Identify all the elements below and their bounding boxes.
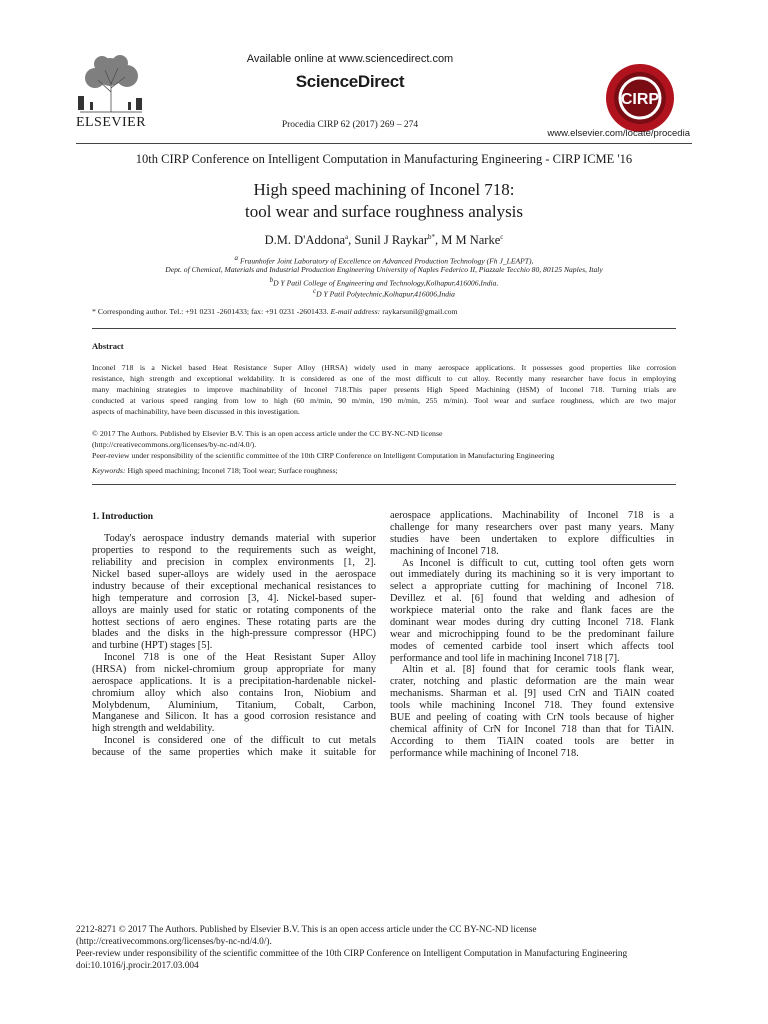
- footer-doi[interactable]: doi:10.1016/j.procir.2017.03.004: [76, 961, 199, 971]
- header-divider: [76, 143, 692, 144]
- body-line: As Inconel is difficult to cut, cutting tool often gets worn: [402, 558, 674, 569]
- abstract-line: resistance, high strength and exceptional weldability. It is considered as one of the most difficult to cut alloy. Recently many researcher have focus in employing: [92, 374, 676, 383]
- abstract-line: conducted at various speed ranging from low to high (60 m/min, 90 m/min, 190 m/min, 255 m/min). Tool wear and surface roughness, which are two major: [92, 396, 676, 405]
- body-line: properties to respond to the requirements such as weight,: [92, 545, 376, 556]
- affiliation-marker: a: [234, 254, 239, 262]
- corresponding-author: [92, 307, 692, 316]
- keywords: [92, 466, 338, 475]
- body-line: Today's aerospace industry demands material with superior: [104, 533, 376, 544]
- body-line: (HRSA) from nickel-chromium group appropriate for many: [92, 664, 376, 675]
- body-line: Altin et al. [8] found that for ceramic tools flank wear,: [402, 664, 674, 675]
- body-line: challenge for many researchers over past many years. Many: [390, 522, 674, 533]
- abstract-heading: Abstract: [92, 341, 124, 351]
- body-line: reliability and precision in complex environments [1, 2].: [92, 557, 376, 568]
- keywords-label: Keywords:: [92, 466, 126, 475]
- keywords-text: High speed machining; Inconel 718; Tool wear; Surface roughness;: [125, 466, 338, 475]
- cirp-logo-text: CIRP: [620, 91, 660, 108]
- body-line: dominant wear modes during dry cutting Inconel 718. Flank: [390, 617, 674, 628]
- footer-license-link[interactable]: (http://creativecommons.org/licenses/by-nc-nd/4.0/).: [76, 937, 272, 947]
- journal-url-link[interactable]: www.elsevier.com/locate/procedia: [547, 128, 690, 139]
- body-line: Nickel based super-alloys are widely used in the aerospace: [92, 569, 376, 580]
- body-line: and turbine (HPT) stages [5].: [92, 640, 213, 651]
- footer-peer-review: Peer-review under responsibility of the scientific committee of the 10th CIRP Conference on Intelligent Computation in Manufacturing Engineering: [76, 949, 628, 959]
- body-line: crater, notching and plastic deformation are the main wear: [390, 676, 674, 687]
- body-line: out immediately during its machining so it is very important to: [390, 569, 674, 580]
- body-line: Molybdenum, Aluminium, Titanium, Cobalt, Carbon,: [92, 700, 376, 711]
- body-line: mechanisms. Sharman et al. [9] used CrN and TiAlN coated: [390, 688, 674, 699]
- abstract-line: Inconel 718 is a Nickel based Heat Resistance Super Alloy (HRSA) widely used in many aerospace applications. It possesses good properties like corrosion: [92, 363, 676, 372]
- body-line: because of the same properties which make it suitable for: [92, 747, 376, 758]
- body-line: Devillez et al. [6] found that welding and adhesion of: [390, 593, 674, 604]
- author-affiliation-marker: b*: [427, 233, 435, 241]
- author-separator: ,: [348, 233, 355, 248]
- journal-citation: Procedia CIRP 62 (2017) 269 – 274: [281, 120, 419, 130]
- author-name: D.M. D'Addona: [264, 233, 346, 248]
- affiliation-text: Fraunhofer Joint Laboratory of Excellence on Advanced Production Technology (Fh J_LEAPT),: [238, 256, 534, 266]
- license-line: © 2017 The Authors. Published by Elsevier B.V. This is an open access article under the CC BY-NC-ND license: [92, 429, 443, 438]
- body-line: According to them TiAlN coated tools are better in: [390, 736, 674, 747]
- body-line: alloys are mainly used for static or rotating components of the: [92, 605, 376, 616]
- body-line: Manganese and Silicon. It has a good corrosion resistance and: [92, 711, 376, 722]
- email-link[interactable]: raykarsunil@gmail.com: [382, 307, 458, 316]
- affiliation-text: D Y Patil College of Engineering and Technology,Kolhapur,416006,India.: [273, 278, 499, 288]
- body-line: select a appropriate cutting for machining of Inconel 718.: [390, 581, 674, 592]
- keywords-divider: [92, 484, 676, 485]
- body-line: aerospace applications. It is a precipitation-hardenable nickel-: [92, 676, 376, 687]
- corresponding-author-contact: * Corresponding author. Tel.: +91 0231 -2601433; fax: +91 0231 -2601433.: [92, 307, 329, 316]
- affiliation-text: D Y Patil Polytechnic,Kolhapur,416006,India: [316, 289, 455, 299]
- abstract-line: aspects of machinability, have been discussed in this investigation.: [92, 407, 300, 416]
- body-line: Inconel is considered one of the difficult to cut metals: [104, 735, 376, 746]
- peer-review-line: Peer-review under responsibility of the scientific committee of the 10th CIRP Conference on Intelligent Computation in Manufacturing Engineering: [92, 451, 555, 460]
- affiliation: [80, 286, 688, 300]
- author-name: Sunil J Raykar: [354, 233, 428, 248]
- body-line: performance while machining of Inconel 718.: [390, 748, 579, 759]
- affiliation-text: Dept. of Chemical, Materials and Industrial Production Engineering University of Naples Federico II, Piazzale Tecchio 80, 80125 Naples, Italy: [165, 265, 603, 274]
- body-line: high strength and weldability.: [92, 723, 215, 734]
- body-line: hottest sections of aero engines. These rotating parts are the: [92, 617, 376, 628]
- body-line: chromium alloy which also contains Iron, Niobium and: [92, 688, 376, 699]
- email-label: E-mail address:: [330, 307, 381, 316]
- abstract-divider: [92, 328, 676, 329]
- paper-title-line-1: High speed machining of Inconel 718:: [253, 180, 515, 199]
- footer-issn-license: 2212-8271 © 2017 The Authors. Published by Elsevier B.V. This is an open access article under the CC BY-NC-ND license: [76, 925, 537, 935]
- conference-name: 10th CIRP Conference on Intelligent Computation in Manufacturing Engineering - CIRP ICME '16: [135, 152, 633, 166]
- body-line: chemical affinity of CrN for Inconel 718 than that for TiAlN.: [390, 724, 674, 735]
- publisher-name: ELSEVIER: [75, 115, 147, 130]
- elsevier-tree-logo: [70, 52, 152, 116]
- body-line: tools while machining Inconel 718. They found extensive: [390, 700, 674, 711]
- section-heading: 1. Introduction: [92, 512, 154, 522]
- body-line: studies have been undertaken to explore difficulties in: [390, 534, 674, 545]
- body-line: industry because of their exceptional mechanical resistances to: [92, 581, 376, 592]
- sciencedirect-logo-text: ScienceDirect: [295, 72, 405, 91]
- available-online-text[interactable]: Available online at www.sciencedirect.com: [246, 53, 454, 65]
- body-line: blades and the disks in the high-pressure compressor (HPC): [92, 628, 376, 639]
- author-affiliation-marker: c: [500, 233, 504, 241]
- author-separator: ,: [434, 233, 442, 248]
- body-line: wear and microchipping found to be the predominant failure: [390, 629, 674, 640]
- body-line: aerospace applications. Machinability of Inconel 718 is a: [390, 510, 674, 521]
- body-line: modes of cemented carbide tool insert which affects tool: [390, 641, 674, 652]
- abstract-line: many machining strategies to improve machinability of Inconel 718.This paper presents High Speed Machining (HSM) of Inconel 718. Turning trials are: [92, 385, 676, 394]
- cirp-logo: [604, 62, 676, 134]
- author-list: [90, 233, 678, 248]
- body-line: performance and tool life in machining Inconel 718 [7].: [390, 653, 620, 664]
- affiliation-marker: c: [313, 287, 317, 295]
- license-link[interactable]: (http://creativecommons.org/licenses/by-nc-nd/4.0/).: [92, 440, 257, 449]
- body-line: machining of Inconel 718.: [390, 546, 499, 557]
- paper-title-line-2: tool wear and surface roughness analysis: [244, 202, 524, 221]
- affiliation-marker: b: [269, 276, 274, 284]
- body-line: high temperature and corrosion [3, 4]. Nickel-based super-: [92, 593, 376, 604]
- body-line: workpiece material onto the rake and flank faces are the: [390, 605, 674, 616]
- author-affiliation-marker: a: [345, 233, 349, 241]
- body-line: Inconel 718 is one of the Heat Resistant Super Alloy: [104, 652, 376, 663]
- body-line: BUE and peeling of coating with CrN tools because of higher: [390, 712, 674, 723]
- affiliation: [80, 264, 688, 275]
- author-name: M M Narke: [441, 233, 501, 248]
